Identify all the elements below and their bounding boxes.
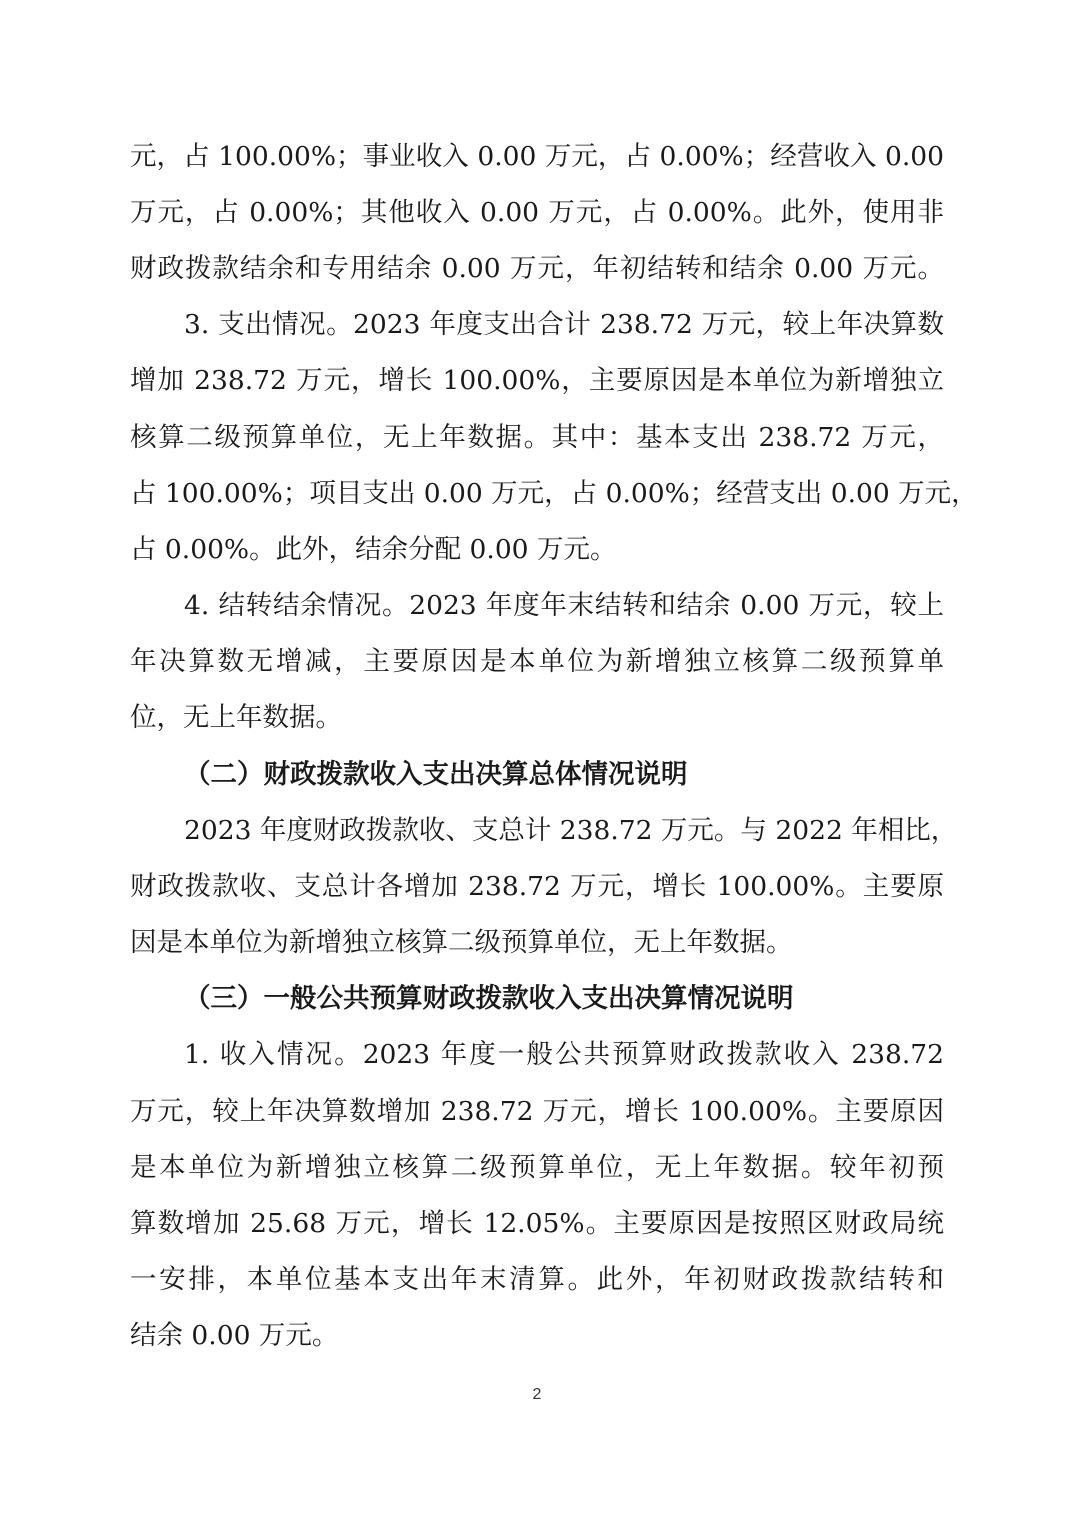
section-heading: （二）财政拨款收入支出决算总体情况说明	[184, 759, 688, 790]
text-line: 是本单位为新增独立核算二级预算单位，无上年数据。较年初预	[130, 1152, 944, 1183]
text-line: 一安排，本单位基本支出年末清算。此外，年初财政拨款结转和	[130, 1264, 944, 1295]
text-line: 因是本单位为新增独立核算二级预算单位，无上年数据。	[130, 927, 793, 958]
text-line: 2023 年度财政拨款收、支总计 238.72 万元。与 2022 年相比，	[184, 815, 958, 846]
text-line: 万元，占 0.00%；其他收入 0.00 万元，占 0.00%。此外，使用非	[130, 197, 944, 228]
text-line: 核算二级预算单位，无上年数据。其中：基本支出 238.72 万元，	[130, 422, 944, 453]
text-line: 增加 238.72 万元，增长 100.00%，主要原因是本单位为新增独立	[130, 365, 944, 396]
text-line: 元，占 100.00%；事业收入 0.00 万元，占 0.00%；经营收入 0.00	[130, 141, 944, 172]
text-line: 占 100.00%；项目支出 0.00 万元，占 0.00%；经营支出 0.00 万元，	[130, 478, 978, 509]
text-line: 万元，较上年决算数增加 238.72 万元，增长 100.00%。主要原因	[130, 1096, 944, 1127]
text-line: 年决算数无增减，主要原因是本单位为新增独立核算二级预算单	[130, 646, 944, 677]
section-heading: （三）一般公共预算财政拨款收入支出决算情况说明	[184, 983, 794, 1014]
text-line: 4. 结转结余情况。2023 年度年末结转和结余 0.00 万元，较上	[184, 590, 944, 621]
text-line: 1. 收入情况。2023 年度一般公共预算财政拨款收入 238.72	[184, 1039, 944, 1070]
text-line: 财政拨款收、支总计各增加 238.72 万元，增长 100.00%。主要原	[130, 871, 944, 902]
text-line: 算数增加 25.68 万元，增长 12.05%。主要原因是按照区财政局统	[130, 1208, 944, 1239]
text-line: 位，无上年数据。	[130, 702, 342, 733]
text-line: 占 0.00%。此外，结余分配 0.00 万元。	[130, 534, 617, 565]
text-line: 结余 0.00 万元。	[130, 1320, 339, 1351]
text-line: 3. 支出情况。2023 年度支出合计 238.72 万元，较上年决算数	[184, 309, 944, 340]
text-line: 财政拨款结余和专用结余 0.00 万元，年初结转和结余 0.00 万元。	[130, 253, 944, 284]
page-number: 2	[532, 1386, 542, 1403]
